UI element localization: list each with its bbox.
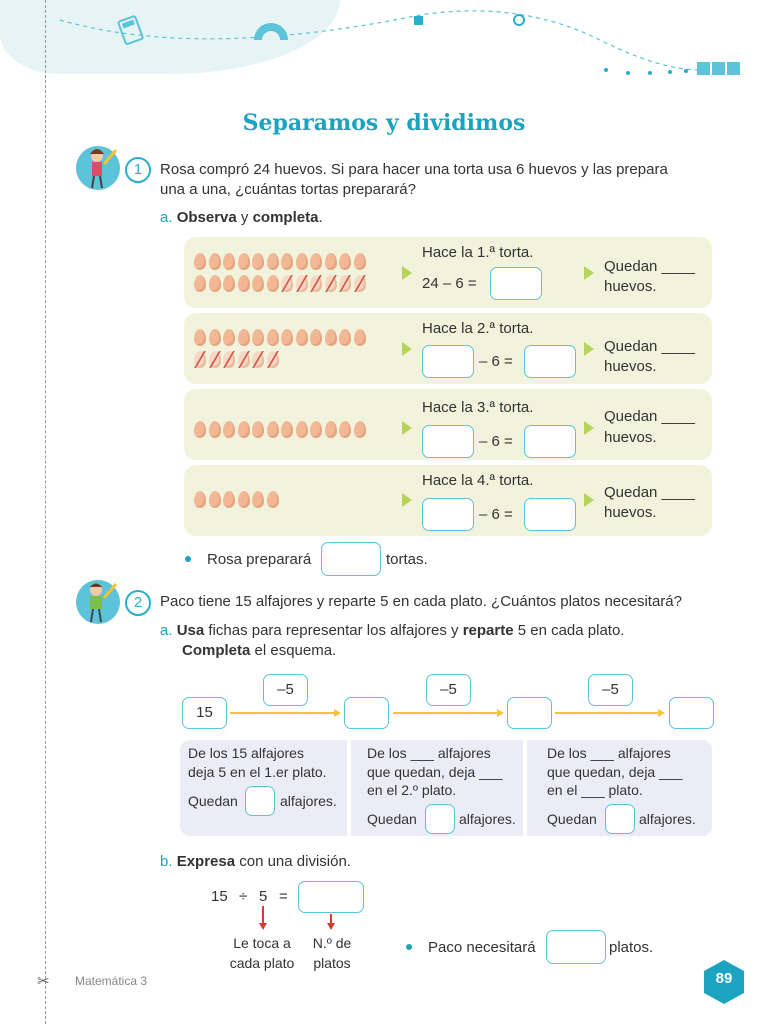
panel-3-alfajores: alfajores. (639, 811, 696, 827)
question-1-part-a (160, 208, 323, 228)
part-a-keyword-completa: Completa (182, 642, 251, 659)
part-a-connector: y (236, 209, 253, 226)
calculator-icon (118, 16, 143, 45)
q2-conclusion-box[interactable] (546, 930, 606, 964)
division-equals: = (279, 888, 288, 905)
step-label-2: –5 (426, 674, 471, 706)
division-dividend: 15 (211, 888, 228, 905)
panel-3-quedan: Quedan (547, 811, 597, 827)
part-a-label: a. (160, 622, 173, 639)
row-1-answer-box[interactable] (490, 267, 542, 300)
panel-3-line3: en el ___ plato. (547, 782, 643, 798)
row-3-result-prefix: Quedan ____ (604, 408, 695, 425)
egg-line (194, 253, 368, 271)
division-answer-box[interactable] (298, 881, 364, 913)
row-3-equation: – 6 = (479, 433, 513, 450)
egg-line (194, 491, 281, 509)
panel-3-line1: De los ___ alfajores (547, 745, 671, 761)
start-value-box: 15 (182, 697, 227, 729)
division-divisor: 5 (259, 888, 268, 905)
panel-3-answer-box[interactable] (605, 804, 635, 834)
row-4-result-prefix: Quedan ____ (604, 484, 695, 501)
egg-line (194, 421, 368, 439)
label-no-de: N.º de (312, 935, 352, 951)
egg-row-4 (184, 465, 712, 536)
header-illustration (0, 0, 768, 90)
part-a-keyword-reparte: reparte (462, 622, 514, 639)
part-b-rest: con una división. (235, 853, 351, 870)
arrow-right-icon (584, 342, 594, 356)
scheme-box-3[interactable] (669, 697, 714, 729)
egg-row-1 (184, 237, 712, 308)
boy-avatar-icon (74, 576, 124, 626)
arrow-head-icon (497, 709, 504, 717)
row-2-answer-box[interactable] (524, 345, 576, 378)
cubes-icon (697, 62, 740, 75)
q1-conclusion-suffix: tortas. (386, 551, 428, 568)
arrow-right-icon (402, 493, 412, 507)
question-1-text-line1: Rosa compró 24 huevos. Si para hacer una torta usa 6 huevos y las prepara (160, 161, 668, 178)
label-cada-plato: cada plato (229, 955, 295, 971)
label-platos: platos (313, 955, 351, 971)
panel-2-line3: en el 2.º plato. (367, 782, 457, 798)
row-3-heading: Hace la 3.ª torta. (422, 399, 534, 416)
row-2-equation: – 6 = (479, 353, 513, 370)
girl-avatar-icon (74, 142, 124, 194)
row-4-minuend-box[interactable] (422, 498, 474, 531)
panel-2-line1: De los ___ alfajores (367, 745, 491, 761)
panel-2-quedan: Quedan (367, 811, 417, 827)
part-a-keyword-completa: completa (252, 209, 319, 226)
egg-row-2 (184, 313, 712, 384)
row-3-minuend-box[interactable] (422, 425, 474, 458)
part-a-keyword-usa: Usa (176, 622, 205, 639)
bullet-icon (406, 944, 412, 950)
egg-line (194, 275, 368, 293)
egg-row-3 (184, 389, 712, 460)
row-4-equation: – 6 = (479, 506, 513, 523)
dots-decoration (604, 68, 688, 75)
bullet-icon (185, 556, 191, 562)
part-a-end2: el esquema. (250, 642, 337, 659)
step-label-1: –5 (263, 674, 308, 706)
explanation-panel-1 (180, 740, 347, 836)
row-1-result-suffix: huevos. (604, 278, 657, 295)
arrow-down-icon (259, 923, 267, 930)
arrow-right-icon (584, 421, 594, 435)
part-a-end: 5 en cada plato. (513, 622, 625, 639)
arrow-right-icon (402, 342, 412, 356)
row-4-answer-box[interactable] (524, 498, 576, 531)
part-b-keyword-expresa: Expresa (176, 853, 236, 870)
part-a-keyword-observa: Observa (176, 209, 237, 226)
row-3-result-suffix: huevos. (604, 429, 657, 446)
panel-1-line2: deja 5 en el 1.er plato. (188, 764, 327, 780)
footer-book-title: Matemática 3 (75, 974, 148, 988)
division-operator: ÷ (239, 888, 248, 905)
scheme-arrow-1 (230, 712, 335, 714)
row-1-equation: 24 – 6 = (422, 275, 477, 292)
question-2-part-a-line2 (182, 641, 336, 661)
red-arrow-left (262, 906, 264, 924)
arrow-right-icon (584, 266, 594, 280)
egg-group-1 (194, 253, 368, 293)
row-2-minuend-box[interactable] (422, 345, 474, 378)
arrow-right-icon (402, 266, 412, 280)
panel-3-line2: que quedan, deja ___ (547, 764, 683, 780)
part-a-label: a. (160, 209, 173, 226)
arrow-head-icon (658, 709, 665, 717)
dot-icon (514, 15, 524, 25)
row-1-result-prefix: Quedan ____ (604, 258, 695, 275)
egg-group-2 (194, 329, 368, 369)
egg-line (194, 351, 368, 369)
protractor-icon (254, 23, 288, 40)
panel-2-line2: que quedan, deja ___ (367, 764, 503, 780)
cut-line (45, 0, 46, 1024)
part-a-mid: fichas para representar los alfajores y (204, 622, 463, 639)
arrow-head-icon (334, 709, 341, 717)
row-3-answer-box[interactable] (524, 425, 576, 458)
row-2-result-prefix: Quedan ____ (604, 338, 695, 355)
row-1-heading: Hace la 1.ª torta. (422, 244, 534, 261)
question-1-number: 1 (125, 157, 151, 183)
egg-line (194, 329, 368, 347)
cube-icon (414, 16, 423, 25)
q1-conclusion-box[interactable] (321, 542, 381, 576)
scheme-box-2[interactable] (507, 697, 552, 729)
question-2-part-b (160, 852, 351, 872)
arrow-down-icon (327, 923, 335, 930)
q1-conclusion-prefix: Rosa preparará (207, 551, 312, 568)
part-a-period: . (318, 209, 323, 226)
question-1-text-line2: una a una, ¿cuántas tortas preparará? (160, 181, 416, 198)
question-2-text: Paco tiene 15 alfajores y reparte 5 en cada plato. ¿Cuántos platos necesitará? (160, 593, 682, 610)
part-b-label: b. (160, 853, 173, 870)
question-2-part-a-line1 (160, 621, 624, 641)
egg-group-4 (194, 491, 281, 509)
scissors-icon: ✂ (37, 973, 50, 990)
explanation-panel-3 (527, 740, 712, 836)
panel-1-quedan: Quedan (188, 793, 238, 809)
question-2-number: 2 (125, 590, 151, 616)
explanation-panel-2 (351, 740, 523, 836)
scheme-arrow-2 (393, 712, 498, 714)
q2-conclusion-prefix: Paco necesitará (428, 939, 536, 956)
panel-1-line1: De los 15 alfajores (188, 745, 304, 761)
page-number: 89 (715, 970, 733, 987)
row-2-result-suffix: huevos. (604, 358, 657, 375)
scheme-box-1[interactable] (344, 697, 389, 729)
scheme-arrow-3 (555, 712, 659, 714)
step-label-3: –5 (588, 674, 633, 706)
panel-1-alfajores: alfajores. (280, 793, 337, 809)
panel-2-alfajores: alfajores. (459, 811, 516, 827)
row-4-heading: Hace la 4.ª torta. (422, 472, 534, 489)
arrow-right-icon (402, 421, 412, 435)
panel-1-answer-box[interactable] (245, 786, 275, 816)
panel-2-answer-box[interactable] (425, 804, 455, 834)
row-2-heading: Hace la 2.ª torta. (422, 320, 534, 337)
page-title: Separamos y dividimos (242, 110, 526, 136)
label-le-toca-a: Le toca a (233, 935, 291, 951)
arrow-right-icon (584, 493, 594, 507)
q2-conclusion-suffix: platos. (609, 939, 654, 956)
row-4-result-suffix: huevos. (604, 504, 657, 521)
egg-group-3 (194, 421, 368, 439)
